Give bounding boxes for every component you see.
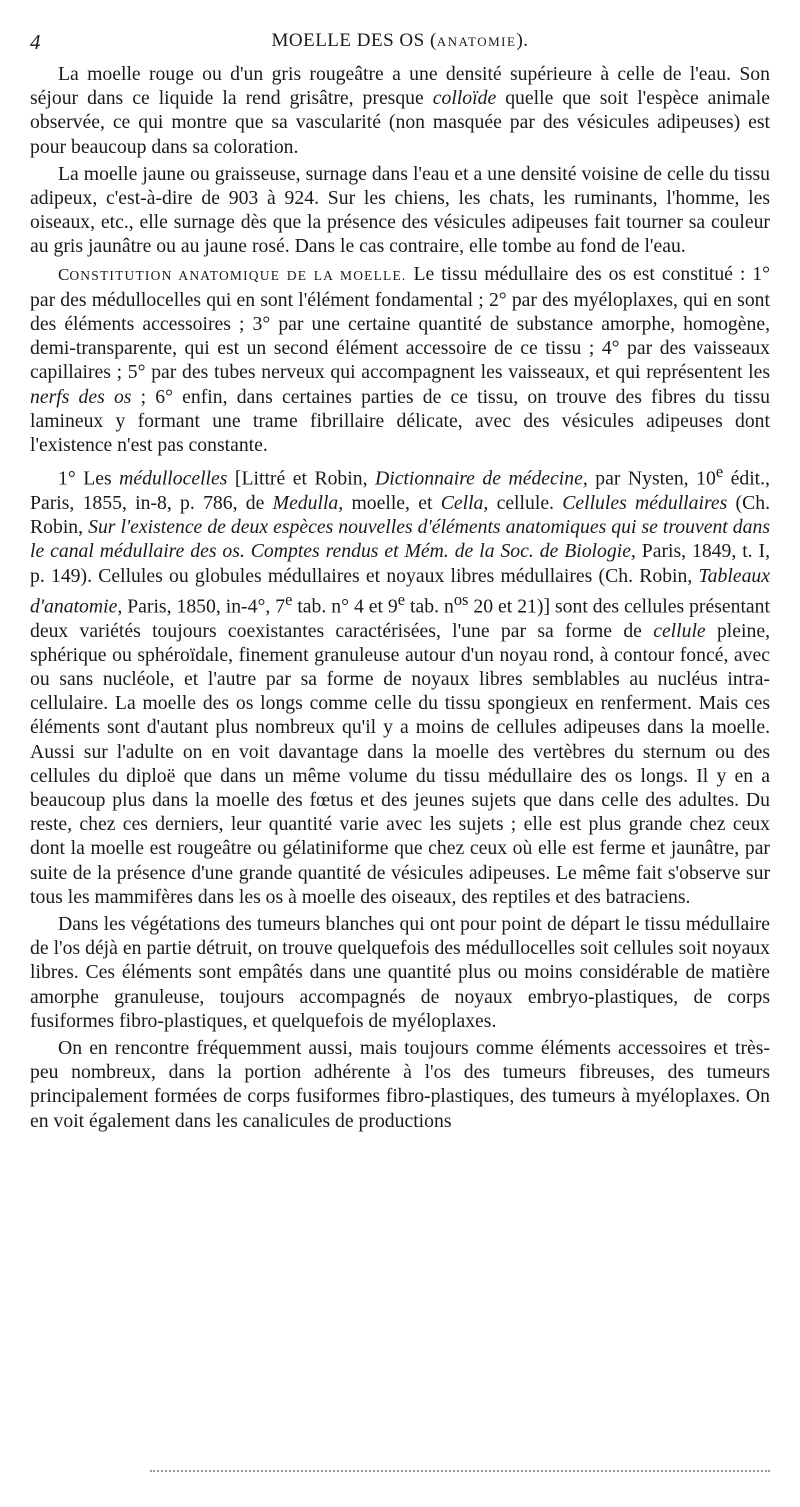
running-head — [30, 26, 770, 56]
page-number: 4 — [30, 30, 41, 54]
paragraph-anatomical-constitution — [30, 262, 770, 458]
text-run: quelle que soit l'espèce animale observée, ce qui montre que sa vascularité (non masquée par des vésicules adipeuses) est pour beaucoup dans sa coloration. — [30, 87, 770, 158]
section-heading-initial: C — [58, 264, 70, 284]
italic-run: Medulla, — [272, 492, 344, 515]
paragraph-medullocelles — [30, 460, 770, 909]
text-run: 1° Les — [58, 467, 120, 490]
italic-run: médullocelles — [119, 467, 228, 490]
running-title-end: ). — [516, 30, 529, 51]
running-title-main: MOELLE DES OS ( — [271, 30, 437, 51]
superscript: e — [397, 589, 406, 609]
text-run: ; 6° enfin, dans certaines parties de ce tissu, on trouve des fibres du tissu lamineux y formant une trame fibrillaire délicate, avec des vésicules adipeuses dont l'existence n'est pas constante. — [30, 385, 771, 457]
running-title-small: ANATOMIE — [436, 34, 517, 49]
italic-run: Tableaux d'anatomie, — [30, 564, 770, 618]
text-run: Dans les végétations des tumeurs blanches qui ont pour point de départ le tissu médullaire de l'os déjà en partie détruit, on trouve quelquefois des médullocelles soit cellules soit noyaux libres. Ces éléments sont empâtés dans une quantité plus ou moins considérable de matière amorphe granuleuse, toujours accompagnés de noyaux embryo-plastiques, de corps fusiformes fibro-plastiques, et quelquefois de myéloplaxes. — [30, 913, 770, 1032]
scan-bleed-through — [150, 1470, 770, 1472]
italic-run: nerfs des os — [30, 385, 132, 408]
text-run: Paris, 1849, t. I, p. 149). Cellules ou globules médullaires et noyaux libres médullaires (Ch. Robin, — [30, 540, 771, 587]
text-run: tab. n — [405, 595, 454, 618]
text-run: On en rencontre fréquemment aussi, mais toujours comme éléments accessoires et très-peu nombreux, dans la portion adhérente à l'os des tumeurs fibreuses, des tumeurs principalement formées de corps fusiformes fibro-plastiques, des tumeurs à myéloplaxes. On en voit également dans les canalicules de productions — [30, 1037, 770, 1132]
text-run: par Nysten, 10 — [587, 467, 716, 490]
text-run: cellule. — [488, 492, 563, 515]
text-run: édit., Paris, 1855, in-8, p. 786, de — [30, 467, 770, 515]
paragraph-tumeurs-blanches — [30, 912, 770, 1033]
paragraph-tumeurs-fibreuses — [30, 1036, 770, 1133]
italic-run: Dictionnaire de médecine, — [375, 467, 588, 490]
italic-run: Cellules médullaires — [562, 492, 728, 515]
italic-run: colloïde — [432, 87, 497, 110]
superscript: e — [715, 462, 724, 482]
text-run: moelle, et — [343, 492, 441, 515]
book-page — [30, 26, 770, 1136]
text-run: (Ch. Robin, — [30, 492, 771, 539]
text-run: La moelle jaune ou graisseuse, surnage dans l'eau et a une densité voisine de celle du tissu adipeux, c'est-à-dire de 903 à 924. Sur les chiens, les chats, les ruminants, l'homme, les oiseaux, etc., elle surnage dès que la présence des vésicules adipeuses fait tourner sa couleur au gris jaunâtre ou au jaune rosé. Dans le cas contraire, elle tombe au fond de l'eau. — [30, 162, 770, 258]
running-title — [30, 30, 770, 52]
text-run: 20 et 21)] sont des cellules présentant deux variétés toujours coexistantes caractérisées, l'une par sa forme de — [30, 595, 770, 642]
paragraph-yellow-marrow — [30, 162, 770, 259]
text-run: La moelle rouge ou d'un gris rougeâtre a une densité supérieure à celle de l'eau. Son séjour dans ce liquide la rend grisâtre, presque — [30, 63, 770, 110]
paragraph-red-marrow — [30, 62, 770, 159]
superscript: os — [453, 589, 469, 609]
text-run: Le tissu médullaire des os est constitué : 1° par des médullocelles qui en sont l'élément fondamental ; 2° par des myéloplaxes, qui en sont des éléments accessoires ; 3° par une certaine quantité de substance amorphe, homogène, demi-transparente, qui est un second élément accessoire de ce tissu ; 4° par des vaisseaux capillaires ; 5° par des tubes nerveux qui accompagnent les vaisseaux, et qui représentent les — [30, 262, 771, 384]
body-text — [30, 62, 770, 1133]
italic-run: cellule — [653, 619, 706, 642]
italic-run: Sur l'existence de deux espèces nouvelles d'éléments anatomiques qui se trouvent dans le canal médullaire des os. Comptes rendus et Mém. de la Soc. de Biologie, — [30, 516, 770, 563]
section-heading: ONSTITUTION ANATOMIQUE DE LA MOELLE. — [69, 267, 407, 283]
text-run: Paris, 1850, in-4°, 7 — [122, 595, 286, 618]
text-run: [Littré et Robin, — [227, 467, 376, 490]
superscript: e — [285, 589, 293, 609]
text-run: tab. n° 4 et 9 — [292, 595, 398, 618]
text-run: pleine, sphérique ou sphéroïdale, finement granuleuse autour d'un noyau rond, à contour foncé, avec ou sans nucléole, et l'autre par sa forme de noyaux libres semblables au nucléus intra-cellulaire. La moelle des os longs comme celle du tissu spongieux en renferment. Mais ces éléments sont d'autant plus nombreux qu'il y a moins de cellules adipeuses dans la moelle. Aussi sur l'adulte on en voit davantage dans la moelle des vertèbres du sternum ou des cellules du diploë que dans un même volume du tissu médullaire des os longs. Il y en a beaucoup plus dans la moelle des fœtus et des jeunes sujets que dans celle des adultes. Du reste, chez ces derniers, leur quantité varie avec les sujets ; elle est plus grande chez ceux dont la moelle est rougeâtre ou gélatiniforme que chez ceux où elle est ferme et jaunâtre, par suite de la présence d'une grande quantité de vésicules adipeuses. Le même fait s'observe sur tous les mammifères dans les os à moelle des oiseaux, des reptiles et des batraciens. — [30, 619, 770, 908]
italic-run: Cella, — [440, 492, 489, 515]
